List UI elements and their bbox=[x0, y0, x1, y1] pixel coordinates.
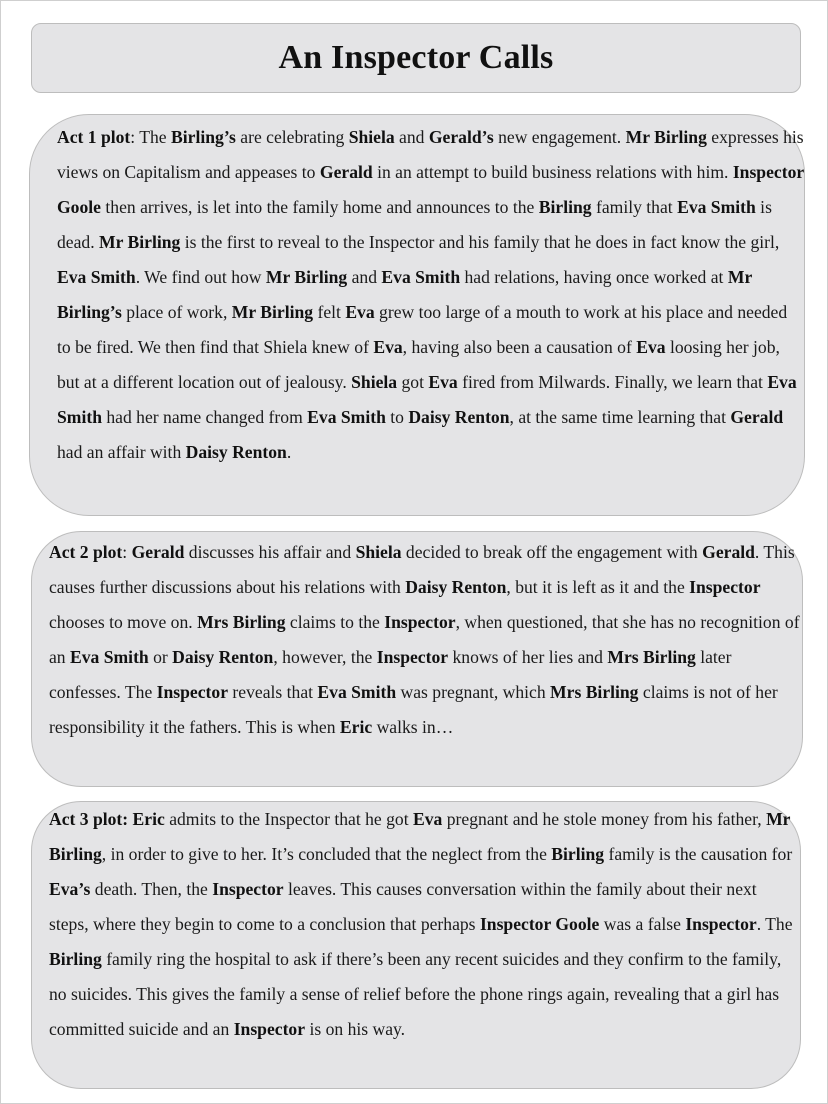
text-run: fired from Milwards. Finally, we learn that bbox=[457, 372, 768, 392]
bold-term: Eva Smith bbox=[677, 197, 756, 217]
bold-term: Inspector bbox=[233, 1019, 306, 1039]
bold-term: Eva bbox=[428, 372, 458, 392]
act-1-summary-card bbox=[29, 114, 805, 516]
bold-term: Birling bbox=[49, 949, 102, 969]
bold-term: Inspector bbox=[384, 612, 456, 632]
bold-term: Act 1 plot bbox=[57, 127, 131, 147]
text-run: family that bbox=[591, 197, 678, 217]
bold-term: Birling bbox=[538, 197, 592, 217]
bold-term: Eva Smith bbox=[317, 682, 397, 702]
text-run: walks in… bbox=[372, 717, 454, 737]
text-run: family ring the hospital to ask if there’s been any recent suicides and they confirm to the family, no suicides. This gives the family a sense of relief before the phone rings again, revealing that a girl has committed suicide and an bbox=[49, 949, 782, 1039]
bold-term: Inspector bbox=[156, 682, 229, 702]
text-run: decided to break off the engagement with bbox=[401, 542, 703, 562]
bold-term: Eric bbox=[339, 717, 373, 737]
text-run: expresses his views on Capitalism and appeases to bbox=[57, 127, 804, 182]
text-run: and bbox=[394, 127, 429, 147]
text-run: , in order to give to her. It’s concluded that the neglect from the bbox=[101, 844, 552, 864]
bold-term: Daisy Renton bbox=[172, 647, 274, 667]
bold-term: Inspector Goole bbox=[57, 162, 804, 217]
bold-term: Mrs Birling bbox=[197, 612, 286, 632]
bold-term: Eva Smith bbox=[57, 267, 136, 287]
bold-term: Gerald bbox=[319, 162, 373, 182]
bold-term: Mr Birling bbox=[99, 232, 181, 252]
bold-term: Daisy Renton bbox=[405, 577, 507, 597]
text-run: chooses to move on. bbox=[49, 612, 198, 632]
bold-term: Eva bbox=[636, 337, 666, 357]
text-run: had relations, having once worked at bbox=[460, 267, 728, 287]
bold-term: Birling bbox=[551, 844, 605, 864]
bold-term: Eva Smith bbox=[307, 407, 386, 427]
bold-term: Inspector bbox=[689, 577, 761, 597]
bold-term: Shiela bbox=[348, 127, 395, 147]
bold-term: Daisy Renton bbox=[408, 407, 510, 427]
bold-term: Mr Birling bbox=[265, 267, 348, 287]
text-run: in an attempt to build business relations with him. bbox=[372, 162, 733, 182]
text-run: : bbox=[122, 542, 132, 562]
page-title: An Inspector Calls bbox=[278, 39, 554, 76]
text-run: discusses his affair and bbox=[184, 542, 356, 562]
text-run: death. Then, the bbox=[90, 879, 213, 899]
text-run: is on his way. bbox=[305, 1019, 406, 1039]
bold-term: Gerald’s bbox=[428, 127, 494, 147]
text-run: , at the same time learning that bbox=[509, 407, 731, 427]
text-run: : The bbox=[130, 127, 172, 147]
text-run: . We find out how bbox=[135, 267, 266, 287]
bold-term: Inspector Goole bbox=[479, 914, 600, 934]
bold-term: Daisy Renton bbox=[185, 442, 287, 462]
text-run: is the first to reveal to the Inspector and his family that he does in fact know the girl, bbox=[180, 232, 780, 252]
text-run: felt bbox=[313, 302, 346, 322]
bold-term: Inspector bbox=[685, 914, 757, 934]
text-run: are celebrating bbox=[235, 127, 349, 147]
text-run: reveals that bbox=[228, 682, 318, 702]
bold-term: Eva bbox=[413, 809, 443, 829]
act-3-plot-text bbox=[49, 802, 800, 1047]
text-run: family is the causation for bbox=[604, 844, 793, 864]
text-run: , when questioned, that she has no recognition of an bbox=[49, 612, 800, 667]
bold-term: Eva’s bbox=[49, 879, 91, 899]
text-run: leaves. This causes conversation within the family about their next steps, where they begin to come to a conclusion that perhaps bbox=[49, 879, 757, 934]
bold-term: Eva bbox=[345, 302, 375, 322]
bold-term: Eva Smith bbox=[57, 372, 797, 427]
text-run: grew too large of a mouth to work at his place and needed to be fired. We then find that Shiela knew of bbox=[57, 302, 788, 357]
act-2-summary-card bbox=[31, 531, 803, 787]
bold-term: Mr Birling’s bbox=[57, 267, 752, 322]
text-run: , but it is left as it and the bbox=[506, 577, 690, 597]
bold-term: Shiela bbox=[355, 542, 402, 562]
text-run: had an affair with bbox=[57, 442, 186, 462]
bold-term: Inspector bbox=[376, 647, 449, 667]
text-run: loosing her job, but at a different location out of jealousy. bbox=[57, 337, 780, 392]
text-run: is dead. bbox=[57, 197, 772, 252]
bold-term: Mr Birling bbox=[231, 302, 314, 322]
bold-term: Mr Birling bbox=[49, 809, 791, 864]
bold-term: Mr Birling bbox=[625, 127, 707, 147]
text-run: was a false bbox=[599, 914, 686, 934]
text-run: was pregnant, which bbox=[396, 682, 551, 702]
bold-term: Eva bbox=[373, 337, 403, 357]
text-run: . This causes further discussions about his relations with bbox=[49, 542, 795, 597]
bold-term: Act 2 plot bbox=[49, 542, 123, 562]
text-run: and bbox=[347, 267, 382, 287]
bold-term: Eva Smith bbox=[70, 647, 149, 667]
act-2-plot-text bbox=[49, 535, 802, 745]
text-run: later confesses. The bbox=[49, 647, 732, 702]
text-run: new engagement. bbox=[493, 127, 626, 147]
text-run: pregnant and he stole money from his father, bbox=[442, 809, 767, 829]
bold-term: Mrs Birling bbox=[550, 682, 639, 702]
bold-term: Shiela bbox=[351, 372, 398, 392]
bold-term: Eva Smith bbox=[381, 267, 461, 287]
act-3-summary-card bbox=[31, 801, 801, 1089]
text-run: knows of her lies and bbox=[448, 647, 608, 667]
text-run: place of work, bbox=[121, 302, 232, 322]
text-run: , however, the bbox=[273, 647, 377, 667]
text-run: to bbox=[385, 407, 409, 427]
bold-term: Gerald bbox=[702, 542, 755, 562]
text-run: had her name changed from bbox=[101, 407, 308, 427]
bold-term: Act 3 plot: Eric bbox=[49, 809, 165, 829]
bold-term: Mrs Birling bbox=[607, 647, 696, 667]
bold-term: Birling’s bbox=[171, 127, 236, 147]
bold-term: Gerald bbox=[131, 542, 185, 562]
text-run: claims to the bbox=[285, 612, 385, 632]
text-run: . bbox=[286, 442, 292, 462]
text-run: , having also been a causation of bbox=[402, 337, 637, 357]
bold-term: Inspector bbox=[212, 879, 284, 899]
text-run: . The bbox=[756, 914, 793, 934]
bold-term: Gerald bbox=[730, 407, 784, 427]
text-run: then arrives, is let into the family home and announces to the bbox=[100, 197, 539, 217]
text-run: or bbox=[148, 647, 173, 667]
text-run: got bbox=[397, 372, 429, 392]
text-run: admits to the Inspector that he got bbox=[164, 809, 414, 829]
title-banner bbox=[31, 23, 801, 93]
text-run: claims is not of her responsibility it the fathers. This is when bbox=[49, 682, 778, 737]
act-1-plot-text bbox=[57, 120, 804, 470]
